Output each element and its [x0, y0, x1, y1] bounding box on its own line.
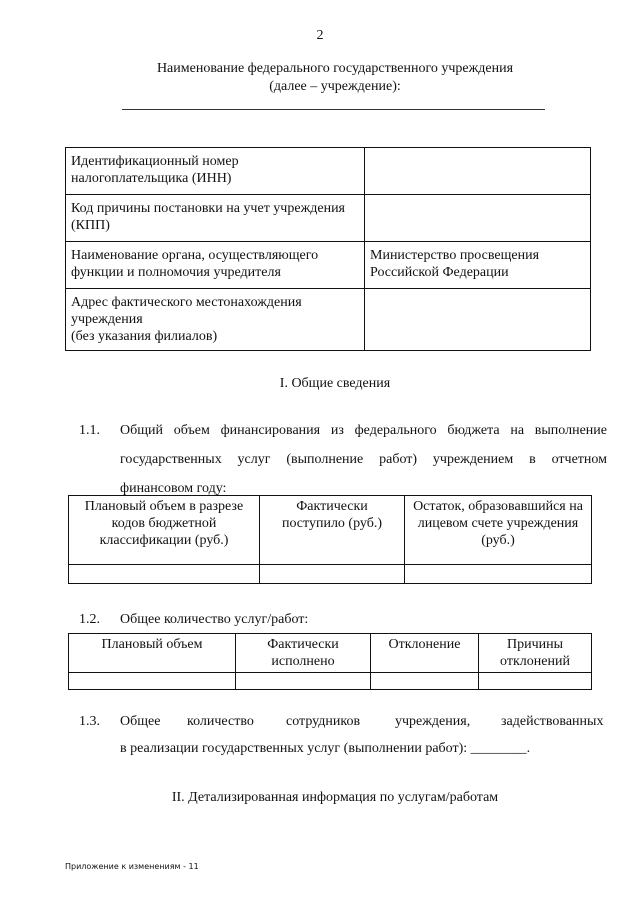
financing-header-planned: Плановый объем в разрезе кодов бюджетной классификации (руб.)	[69, 496, 260, 565]
address-label-main: Адрес фактического местонахождения учреждения	[71, 295, 302, 327]
item-1-2-number: 1.2.	[79, 612, 100, 627]
title-line-1: Наименование федерального государственного учреждения	[156, 61, 514, 76]
services-table-row	[69, 673, 592, 690]
info-row-founder	[66, 242, 591, 289]
item-1-3-word-2: количество	[187, 714, 254, 729]
title-underline	[122, 109, 545, 110]
info-row-kpp	[66, 195, 591, 242]
services-cell-actual	[236, 673, 371, 690]
section-1-title: I. Общие сведения	[279, 376, 391, 391]
institution-info-table	[65, 147, 591, 351]
item-1-3-number: 1.3.	[79, 714, 100, 729]
financing-table-header	[69, 496, 592, 565]
title-line-2: (далее – учреждение):	[269, 79, 401, 94]
financing-header-remainder: Остаток, образовавшийся на лицевом счете учреждения (руб.)	[405, 496, 592, 565]
services-table	[68, 633, 592, 690]
section-2-title: II. Детализированная информация по услугам/работам	[171, 790, 499, 805]
document-title	[0, 60, 640, 96]
financing-cell-planned	[69, 565, 260, 584]
financing-cell-received	[260, 565, 405, 584]
info-label-address	[66, 289, 365, 351]
info-value-address	[365, 289, 591, 351]
page-number: 2	[316, 28, 324, 43]
info-label-founder: Наименование органа, осуществляющего функции и полномочия учредителя	[66, 242, 365, 289]
item-1-3-word-4: учреждения,	[395, 714, 471, 729]
financing-header-received: Фактически поступило (руб.)	[260, 496, 405, 565]
services-header-planned: Плановый объем	[69, 634, 236, 673]
item-1-3-word-3: сотрудников	[286, 714, 361, 729]
info-row-address	[66, 289, 591, 351]
item-1-3-line-2: в реализации государственных услуг (выполнении работ): ________.	[120, 741, 531, 756]
info-value-inn	[365, 148, 591, 195]
info-value-kpp	[365, 195, 591, 242]
footer-note: Приложение к изменениям - 11	[65, 862, 199, 871]
info-value-founder: Министерство просвещения Российской Федерации	[365, 242, 591, 289]
item-1-2-text: Общее количество услуг/работ:	[120, 612, 309, 627]
services-cell-deviation	[371, 673, 479, 690]
item-1-1-text: Общий объем финансирования из федерального бюджета на выполнение государственных услуг (выполнение работ) учреждением в отчетном финансовом году:	[120, 423, 607, 496]
item-1-3-word-5: задействованных	[501, 714, 604, 729]
services-cell-reasons	[479, 673, 592, 690]
financing-table	[68, 495, 592, 584]
services-header-actual: Фактически исполнено	[236, 634, 371, 673]
info-label-inn: Идентификационный номер налогоплательщика (ИНН)	[66, 148, 365, 195]
services-table-header	[69, 634, 592, 673]
services-header-reasons: Причины отклонений	[479, 634, 592, 673]
item-1-1-number: 1.1.	[79, 423, 100, 438]
financing-table-row	[69, 565, 592, 584]
info-label-kpp: Код причины постановки на учет учреждения (КПП)	[66, 195, 365, 242]
financing-cell-remainder	[405, 565, 592, 584]
services-header-deviation: Отклонение	[371, 634, 479, 673]
info-row-inn	[66, 148, 591, 195]
item-1-3-word-1: Общее	[120, 714, 161, 729]
address-label-note: (без указания филиалов)	[71, 329, 218, 344]
services-cell-planned	[69, 673, 236, 690]
